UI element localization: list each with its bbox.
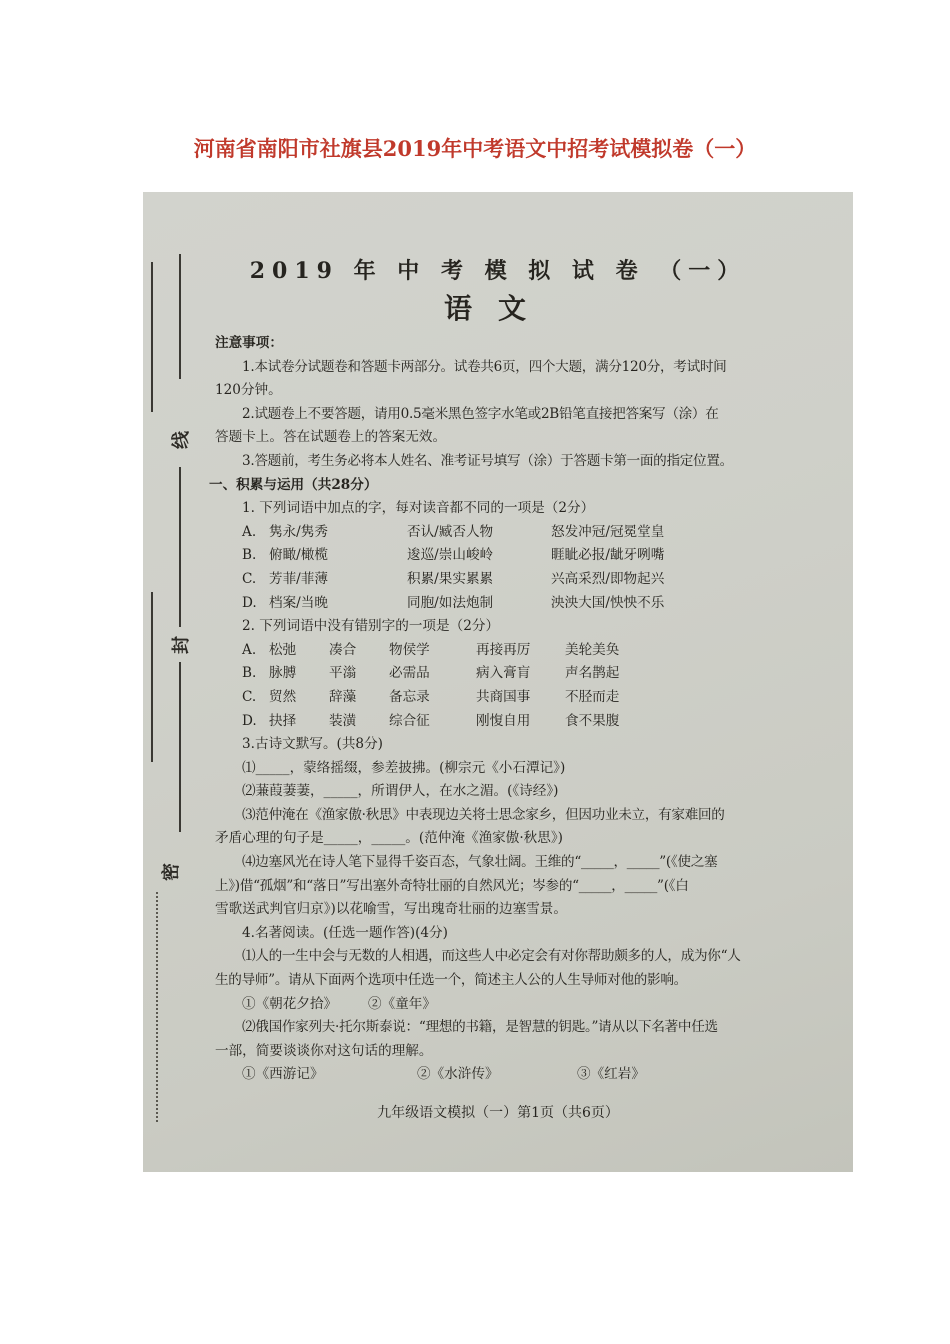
notice-heading: 注意事项：: [215, 335, 283, 351]
choice-item: 贸然: [269, 688, 297, 705]
choice-item: 否认/臧否人物: [407, 523, 494, 540]
choice-item: 松弛: [269, 641, 297, 658]
choice-label: C.: [242, 688, 257, 705]
book-option: ③《红岩》: [577, 1066, 645, 1083]
choice-label: A.: [242, 523, 257, 540]
choice-row: [215, 592, 813, 616]
choice-label: C.: [242, 570, 257, 587]
choice-item: 病入膏肓: [476, 665, 531, 682]
choice-item: 睚眦必报/龇牙咧嘴: [551, 547, 665, 564]
question-line: 矛盾心理的句子是_____，_____。(范仲淹《渔家傲·秋思》): [215, 830, 563, 847]
choice-row: [215, 639, 813, 663]
choice-item: 逡巡/崇山峻岭: [407, 547, 494, 564]
choice-item: 平滃: [329, 665, 357, 682]
choice-label: D.: [242, 712, 257, 729]
notice-line: 答题卡上。答在试题卷上的答案无效。: [215, 429, 447, 446]
question-line: ⑷边塞风光在诗人笔下显得千姿百态，气象壮阔。王维的“_____，_____”(《使之塞: [242, 854, 718, 871]
choice-row: [215, 544, 813, 568]
page-footer: 九年级语文模拟（一）第1页（共6页）: [377, 1105, 619, 1121]
question-stem: 2. 下列词语中没有错别字的一项是（2分）: [242, 618, 500, 635]
question-line: 雪歌送武判官归京》)以花喻雪，写出瑰奇壮丽的边塞雪景。: [215, 901, 567, 918]
question-line: ⑶范仲淹在《渔家傲·秋思》中表现边关将士思念家乡，但因功业未立，有家难回的: [242, 806, 725, 823]
document-title: 河南省南阳市社旗县2019年中考语文中招考试模拟卷（一）: [193, 136, 757, 161]
question-line: 生的导师”。请从下面两个选项中任选一个，简述主人公的人生导师对他的影响。: [215, 972, 687, 989]
choice-item: 同胞/如法炮制: [407, 594, 494, 611]
book-option: ①《西游记》: [242, 1066, 324, 1083]
exam-subject: 语文: [443, 292, 552, 325]
choice-item: 凑合: [329, 641, 357, 658]
choice-item: 泱泱大国/怏怏不乐: [551, 594, 665, 611]
question-stem: 1. 下列词语中加点的字，每对读音都不同的一项是（2分）: [242, 500, 595, 517]
choice-item: 俯瞰/橄榄: [269, 547, 328, 564]
choice-item: 物侯学: [389, 641, 430, 658]
choice-item: 必需品: [389, 665, 430, 682]
exam-title: 2019 年 中 考 模 拟 试 卷 （一）: [249, 258, 747, 284]
choice-item: 芳菲/菲薄: [269, 570, 328, 587]
notice-line: 2.试题卷上不要答题，请用0.5毫米黑色签字水笔或2B铅笔直接把答案写（涂）在: [242, 405, 719, 422]
question-stem: 3.古诗文默写。(共8分): [242, 736, 383, 753]
binding-line-right-3: [179, 662, 181, 832]
choice-item: 综合征: [389, 712, 430, 729]
choice-item: 食不果腹: [565, 712, 620, 729]
choice-item: 声名鹊起: [565, 665, 620, 682]
exam-paper-photo: [143, 192, 853, 1172]
question-line: ⑵俄国作家列夫·托尔斯泰说：“理想的书籍，是智慧的钥匙。”请从以下名著中任选: [242, 1019, 718, 1036]
choice-label: A.: [242, 641, 257, 658]
binding-mark-xian: 线: [171, 431, 192, 449]
choice-item: 辞藻: [329, 688, 357, 705]
option-row: [215, 1063, 813, 1087]
choice-row: [215, 521, 813, 545]
choice-item: 积累/果实累累: [407, 570, 494, 587]
choice-item: 隽永/隽秀: [269, 523, 328, 540]
choice-item: 脉膊: [269, 665, 297, 682]
exam-body: [209, 332, 813, 1087]
choice-item: 装潢: [329, 712, 357, 729]
choice-item: 不胫而走: [565, 688, 620, 705]
choice-item: 档案/当晚: [269, 594, 328, 611]
choice-label: B.: [242, 665, 257, 682]
choice-label: D.: [242, 594, 257, 611]
book-option: ②《水浒传》: [417, 1066, 499, 1083]
choice-item: 刚愎自用: [476, 712, 531, 729]
notice-line: 3.答题前，考生务必将本人姓名、准考证号填写（涂）于答题卡第一面的指定位置。: [242, 452, 733, 469]
book-option: ①《朝花夕拾》: [242, 995, 338, 1012]
choice-item: 怒发冲冠/冠冕堂皇: [551, 523, 665, 540]
choice-item: 共商国事: [476, 688, 531, 705]
notice-line: 1.本试卷分试题卷和答题卡两部分。试卷共6页，四个大题，满分120分，考试时间: [242, 358, 727, 375]
notice-line: 120分钟。: [215, 382, 282, 399]
question-line: ⑴人的一生中会与无数的人相遇，而这些人中必定会有对你帮助颇多的人，成为你“人: [242, 948, 741, 965]
binding-mark-mi: 密: [161, 863, 182, 881]
option-row: [215, 993, 813, 1017]
choice-row: [215, 568, 813, 592]
binding-line-right-2: [179, 467, 181, 627]
question-stem: 4.名著阅读。(任选一题作答)(4分): [242, 924, 448, 941]
choice-item: 再接再厉: [476, 641, 531, 658]
binding-dotted-line: [156, 892, 158, 1122]
section-heading: 一、积累与运用（共28分）: [209, 476, 378, 493]
book-option: ②《童年》: [368, 995, 436, 1012]
choice-row: [215, 686, 813, 710]
question-line: 上》)借“孤烟”和“落日”写出塞外奇特壮丽的自然风光；岑参的“_____，_____”(《白: [215, 877, 689, 894]
choice-row: [215, 662, 813, 686]
choice-item: 美轮美奂: [565, 641, 620, 658]
choice-row: [215, 710, 813, 734]
question-line: 一部，简要谈谈你对这句话的理解。: [215, 1042, 433, 1059]
question-line: ⑵蒹葭萋萋，_____，所谓伊人，在水之湄。(《诗经》): [242, 783, 559, 800]
choice-label: B.: [242, 547, 257, 564]
choice-item: 抉择: [269, 712, 297, 729]
choice-item: 备忘录: [389, 688, 430, 705]
choice-item: 兴高采烈/即物起兴: [551, 570, 665, 587]
binding-mark-feng: 封: [171, 636, 192, 654]
question-line: ⑴_____，蒙络摇缀，参差披拂。(柳宗元《小石潭记》): [242, 759, 566, 776]
binding-line-mid: [151, 592, 153, 762]
